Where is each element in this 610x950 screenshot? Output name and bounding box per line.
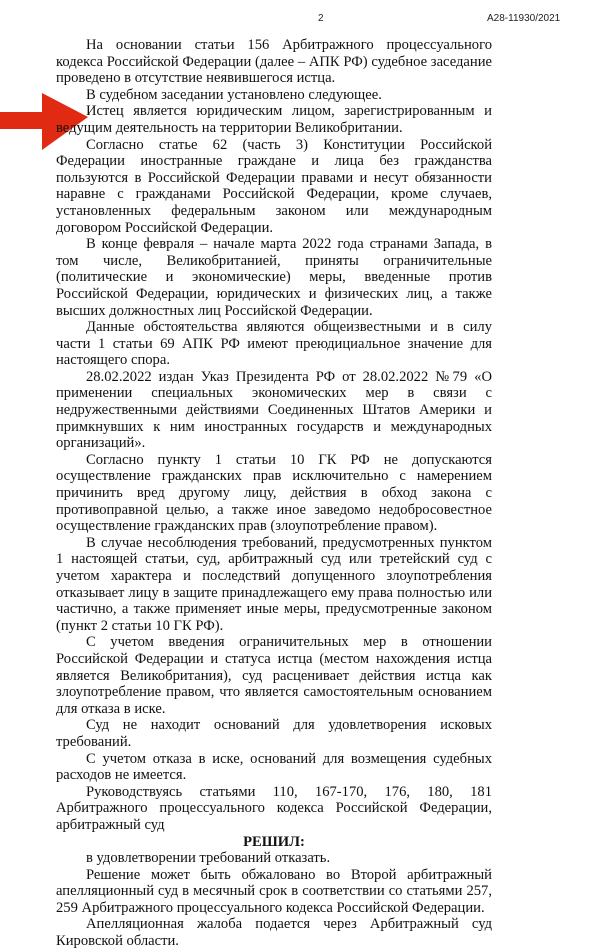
case-number: А28-11930/2021 bbox=[487, 13, 561, 24]
paragraph-3: Истец является юридическим лицом, зарегистрированным и ведущим деятельность на территории Великобритании. bbox=[56, 103, 492, 136]
document-body bbox=[56, 37, 492, 950]
resolution-1: в удовлетворении требований отказать. bbox=[86, 850, 331, 867]
resolution-2: Решение может быть обжаловано во Второй арбитражный апелляционный суд в месячный срок в соответствии со статьями 257, 259 Арбитражного процессуального кодекса Российской Федерации. bbox=[56, 866, 492, 916]
decision-heading: РЕШИЛ: bbox=[243, 833, 305, 850]
paragraph-4: Согласно статье 62 (часть 3) Конституции Российской Федерации иностранные граждане и лица без гражданства пользуются в Российской Федерации правами и несут обязанности наравне с гражданами Российской Федерации, кроме случаев, установленных федеральным законом или международным договором Российской Федерации. bbox=[56, 136, 492, 236]
resolution-3: Апелляционная жалоба подается через Арбитражный суд Кировской области. bbox=[56, 916, 492, 950]
paragraph-6: Данные обстоятельства являются общеизвестными и в силу части 1 статьи 69 АПК РФ имеют преюдициальное значение для настоящего спора. bbox=[56, 319, 492, 369]
page-number: 2 bbox=[318, 13, 324, 24]
paragraph-12: С учетом отказа в иске, оснований для возмещения судебных расходов не имеется. bbox=[56, 750, 492, 784]
paragraph-10: С учетом введения ограничительных мер в отношении Российской Федерации и статуса истца (местом нахождения истца является Великобритания), суд расценивает действия истца как злоупотребление правом, что является самостоятельным основанием для отказа в иске. bbox=[56, 634, 492, 717]
paragraph-8: Согласно пункту 1 статьи 10 ГК РФ не допускаются осуществление гражданских прав исключительно с намерением причинить вред другому лицу, действия в обход закона с противоправной целью, а также иное заведомо недобросовестное осуществление гражданских прав (злоупотребление правом). bbox=[56, 451, 492, 535]
paragraph-13: Руководствуясь статьями 110, 167-170, 176, 180, 181 Арбитражного процессуального кодекса Российской Федерации, арбитражный суд bbox=[56, 783, 492, 833]
paragraph-2: В судебном заседании установлено следующее. bbox=[86, 86, 382, 103]
paragraph-11: Суд не находит оснований для удовлетворения исковых требований. bbox=[56, 717, 492, 750]
paragraph-7: 28.02.2022 издан Указ Президента РФ от 28.02.2022 №79 «О применении специальных экономических мер в связи с недружественными действиями Соединенных Штатов Америки и примкнувших к ним иностранных государств и международных организаций». bbox=[56, 368, 492, 452]
paragraph-9: В случае несоблюдения требований, предусмотренных пунктом 1 настоящей статьи, суд, арбитражный суд или третейский суд с учетом характера и последствий допущенного злоупотребления отказывает лицу в защите принадлежащего ему права полностью или частично, а также применяет иные меры, предусмотренные законом (пункт 2 статьи 10 ГК РФ). bbox=[56, 534, 492, 634]
paragraph-5: В конце февраля – начале марта 2022 года странами Запада, в том числе, Великобританией, приняты ограничительные (политические и экономические) меры, введенные против Российской Федерации, юридических и физических лиц, а также высших должностных лиц Российской Федерации. bbox=[56, 236, 492, 319]
paragraph-1: На основании статьи 156 Арбитражного процессуального кодекса Российской Федерации (далее – АПК РФ) судебное заседание проведено в отсутствие неявившегося истца. bbox=[56, 37, 492, 87]
